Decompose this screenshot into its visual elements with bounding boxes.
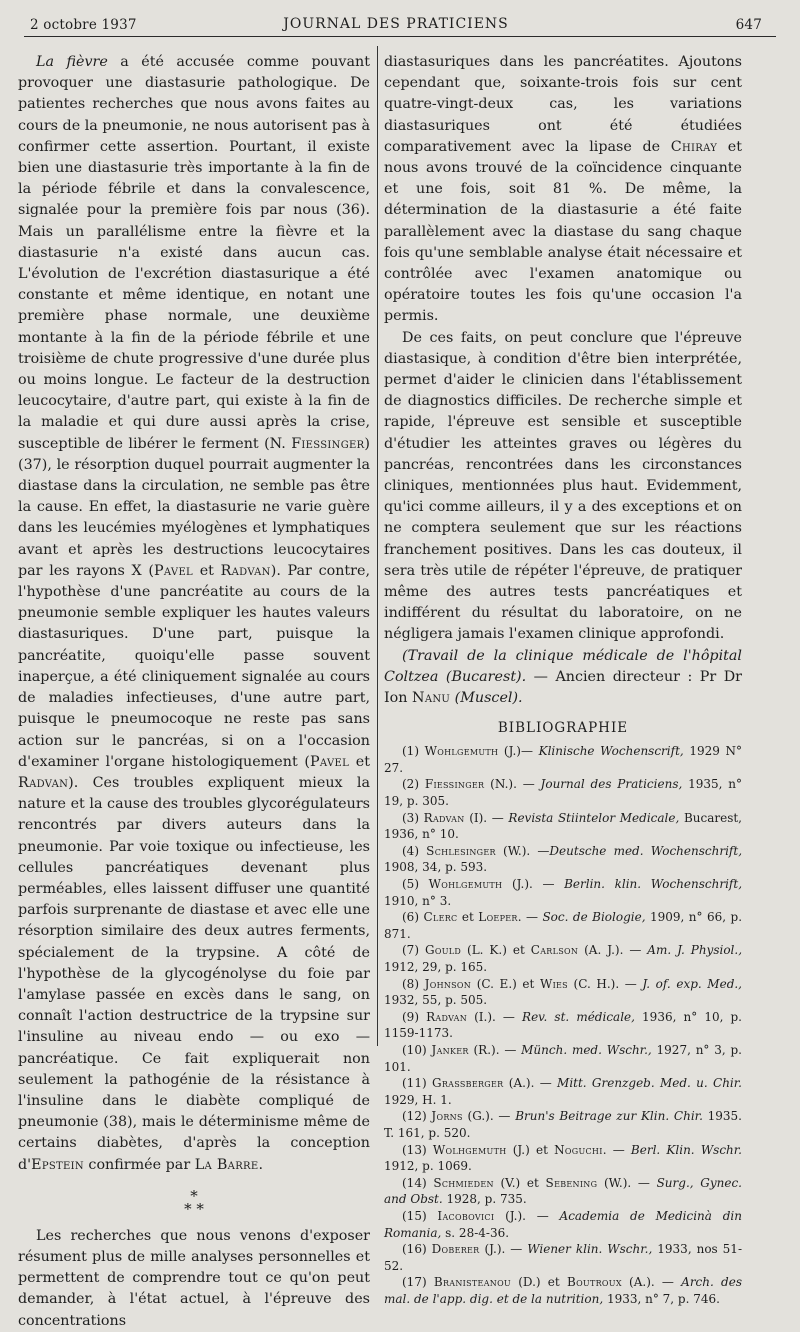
text-run: Schlesinger xyxy=(426,843,496,858)
text-run: ). Ces troubles expliquent mieux la nature et la cause des troubles glycorégulateurs rencontrés par divers auteurs dans la pneumonie. Par voie toxique ou infectieuse, les cellules pancréatiques devenant plus perméables, elles laissent diffuser une quantité parfois surprenante de diastase et avec elle une résorption similaire des deux autres ferments, spécialement de la trypsine. A côté de l'hypothèse de la glycogénolyse du foie par l'amylase passée en excès dans le sang, on connaît l'action destructrice de la trypsine sur l'insuline au niveau endo — ou exo — pancréatique. Ce fait expliquerait non seulement la pathogénie de la résistance à l'insuline dans le diabète compliqué de pneumonie (38), mais le déterminisme même de certains diabètes, d'après la conception d' xyxy=(18,774,370,1173)
text-run: Wolhgemuth xyxy=(432,1142,507,1157)
text-run: (A.). — xyxy=(621,1275,682,1290)
fever-paragraph xyxy=(18,52,370,1176)
text-run: (V.) et xyxy=(493,1175,546,1190)
text-run: et xyxy=(349,753,370,770)
text-run: (A.). — xyxy=(503,1076,558,1091)
text-run: Wiener klin. Wschr., xyxy=(527,1242,653,1257)
text-run: ). Par contre, l'hypothèse d'une pancréatite au cours de la pneumonie semble expliquer les hautes valeurs diastasuriques. D'une part, puisque la pancréatite, quoiqu'elle passe souvent inaperçue, a été cliniquement signalée au cours de maladies infectieuses, d'une autre part, puisque le pneumocoque ne reste pas sans action sur le pancréas, si on a l'occasion d'examiner l'organe histologiquement ( xyxy=(18,562,370,770)
text-run: Am. J. Physiol., xyxy=(647,943,743,958)
text-run: Schmieden xyxy=(433,1175,494,1190)
text-run: Arch. des mal. de l'app. dig. et de la nutrition, xyxy=(384,1275,742,1306)
text-run: (15) xyxy=(402,1208,438,1223)
text-run: (5) xyxy=(402,877,429,892)
text-run: 1933, nos 51-52. xyxy=(384,1242,742,1273)
conclusion-paragraph: De ces faits, on peut conclure que l'épreuve diastasique, à condition d'être bien interprétée, permet d'aider le clinicien dans l'établissement de diagnostics difficiles. De recherche simple et rapide, l'épreuve est sensible et susceptible d'étudier les atteintes graves ou légères du pancréas, rencontrées dans les circonstances cliniques, mentionnées plus haut. Evidemment, qu'ici comme ailleurs, il y a des exceptions et on ne comptera seulement que sur les réactions franchement positives. Dans les cas douteux, il sera très utile de répéter l'épreuve, de pratiquer même des autres tests pancréatiques et indifférent du résultat du laboratoire, on ne négligera jamais l'examen clinique approfondi. xyxy=(384,329,742,643)
text-run: 1927, n° 3, p. 101. xyxy=(384,1042,742,1074)
text-run: confirmée par xyxy=(83,1156,195,1173)
bibliography-entry xyxy=(384,1241,742,1274)
bibliography-list xyxy=(384,743,742,1307)
text-run: (Travail de la clinique médicale de l'hôpital Coltzea (Bucarest). xyxy=(384,647,742,685)
running-header xyxy=(30,14,762,36)
text-run: 1932, 55, p. 505. xyxy=(384,993,488,1008)
text-run: 1909, n° 66, p. 871. xyxy=(384,910,743,941)
text-run: Sebening xyxy=(545,1175,598,1190)
page-number: 647 xyxy=(735,17,762,33)
text-run: Doberer xyxy=(431,1242,480,1257)
text-run: Jorns xyxy=(431,1109,463,1124)
text-run: (17) xyxy=(402,1275,434,1290)
bibliography-entry xyxy=(384,942,742,975)
text-run: et nous avons trouvé de la coïncidence cinquante et une fois, soit 81 %. De même, la détermination de la diastasurie a été faite parallèlement avec la diastase du sang chaque fois qu'une semblable analyse était nécessaire et contrôlée avec l'examen anatomique ou opératoire toutes les fois qu'une occasion l'a permis. xyxy=(384,138,742,325)
text-run: (11) xyxy=(402,1076,432,1091)
issue-date: 2 octobre 1937 xyxy=(30,17,137,33)
text-run: Gould xyxy=(424,943,462,958)
left-column xyxy=(18,52,370,1332)
right-column xyxy=(384,52,742,1307)
text-run: (J.)— xyxy=(498,744,539,759)
text-run: . — xyxy=(602,1142,631,1157)
text-run: (9) xyxy=(402,1009,427,1024)
text-run: Brun's Beitrage zur Klin. Chir. xyxy=(515,1109,703,1124)
text-run: Surg., Gynec. and Obst. xyxy=(384,1175,742,1207)
text-run: 1908, 34, p. 593. xyxy=(384,860,488,875)
bibliography-entry xyxy=(384,876,742,909)
text-run: (D.) et xyxy=(510,1275,567,1290)
text-run: Janker xyxy=(431,1042,469,1057)
text-run: J. of. exp. Med., xyxy=(642,976,742,991)
text-run: (1) xyxy=(402,744,425,759)
text-run: (3) xyxy=(402,810,424,825)
text-run: (A. J.). — xyxy=(578,943,648,958)
text-run: (4) xyxy=(402,843,427,858)
text-run: (J.). — xyxy=(494,1208,560,1223)
text-run: Soc. de Biologie, xyxy=(542,910,646,925)
text-run: 1935, n° 19, p. 305. xyxy=(384,777,742,809)
text-run: (I.). — xyxy=(467,1009,523,1024)
text-run: Clerc xyxy=(423,910,458,925)
text-run: diastasuriques dans les pancréatites. Ajoutons cependant que, soixante-trois fois sur cent quatre-vingt-deux cas, les variations diastasuriques ont été étudiées comparativement avec la lipase de xyxy=(384,54,742,155)
text-run: Pavel xyxy=(310,753,350,770)
text-run: Radvan xyxy=(18,774,69,791)
text-run: Johnson xyxy=(424,976,472,991)
text-run: (J.) et xyxy=(506,1142,555,1157)
text-run: (N.). — xyxy=(484,777,541,792)
text-run: 1929, H. 1. xyxy=(384,1092,452,1107)
text-run: Wohlgemuth xyxy=(424,744,499,759)
text-run: La Barre xyxy=(194,1156,259,1173)
text-run: (16) xyxy=(402,1242,432,1257)
text-run: . xyxy=(258,1156,264,1173)
text-run: (I). — xyxy=(464,810,509,825)
text-run: Berl. Klin. Wschr. xyxy=(630,1142,742,1157)
text-run: (8) xyxy=(402,976,425,991)
asterism-bottom: * * xyxy=(184,1199,204,1218)
text-run: Chiray xyxy=(670,138,718,155)
text-run: Iacobovici xyxy=(437,1208,495,1223)
bibliography-entry xyxy=(384,843,742,876)
text-run: (12) xyxy=(402,1109,432,1124)
text-run: (G.). — xyxy=(462,1109,516,1124)
text-run: (6) xyxy=(402,910,424,925)
text-run: Nanu xyxy=(412,690,451,707)
text-run: Bucarest, 1936, n° 10. xyxy=(384,810,742,842)
text-run: Noguchi xyxy=(554,1142,603,1157)
text-run: (10) xyxy=(402,1042,432,1057)
text-run: (C. E.) et xyxy=(471,976,540,991)
text-run: Münch. med. Wschr., xyxy=(521,1042,652,1057)
text-run: Grassberger xyxy=(431,1076,504,1091)
text-run: Branisteanou xyxy=(433,1275,511,1290)
text-run: (W.). — xyxy=(495,843,550,858)
text-run: Klinische Wochenscrift, xyxy=(538,744,684,759)
text-run: Academia de Medicinà din Romania, xyxy=(384,1208,742,1240)
text-run: Carlson xyxy=(530,943,579,958)
text-run: Loeper xyxy=(478,910,518,925)
text-run: Radvan xyxy=(220,562,271,579)
text-run: (2) xyxy=(402,777,425,792)
bibliography-entry xyxy=(384,1274,742,1307)
text-run: Deutsche med. Wochenschrift, xyxy=(549,843,743,858)
text-run: et xyxy=(457,910,479,925)
text-run: et xyxy=(193,562,221,579)
text-run: La fièvre xyxy=(36,54,108,70)
text-run: Journal des Praticiens, xyxy=(540,777,683,792)
summary-paragraph: Les recherches que nous venons d'exposer résument plus de mille analyses personnelles et permettent de comprendre tout ce qu'on peut demander, à l'état actuel, à l'épreuve des concentrations xyxy=(18,1227,370,1329)
text-run: Fiessinger xyxy=(291,435,365,452)
text-run: 1936, n° 10, p. 1159-1173. xyxy=(384,1009,742,1041)
text-run: Boutroux xyxy=(566,1275,622,1290)
text-run: a été accusée comme pouvant provoquer une diastasurie pathologique. De patientes recherches que nous avons faites au cours de la pneumonie, ne nous autorisent pas à confirmer cette assertion. Pourtant, il existe bien une diastasurie très importante à la fin de la période fébrile et dans la convalescence, signalée pour la première fois par nous (36). Mais un parallélisme entre la fièvre et la diastasurie n'a existé dans aucun cas. L'évolution de l'excrétion diastasurique a été constante et même identique, en notant une première phase normale, une deuxième montante à la fin de la période fébrile et une troisième de chute progressive d'une durée plus ou moins longue. Le facteur de la destruction leucocytaire, d'autre part, qui existe à la fin de la maladie et qui dure aussi après la crise, susceptible de libérer le ferment (N. xyxy=(18,54,370,452)
text-run: (C. H.). — xyxy=(567,976,643,991)
text-run: Wohlgemuth xyxy=(428,877,503,892)
text-run: 1912, 29, p. 165. xyxy=(384,960,488,975)
text-run: 1912, p. 1069. xyxy=(384,1159,472,1174)
journal-title: JOURNAL DES PRATICIENS xyxy=(283,16,509,32)
text-run: Mitt. Grenzgeb. Med. u. Chir. xyxy=(557,1076,742,1091)
author-credit xyxy=(384,646,742,710)
bibliography-entry xyxy=(384,1042,742,1075)
text-run: — Ancien directeur : Pr Dr Ion xyxy=(384,668,742,707)
bibliography-entry xyxy=(384,1175,742,1208)
text-run: 1929 N° 27. xyxy=(384,744,743,775)
bibliography-entry xyxy=(384,810,742,843)
text-run: (13) xyxy=(402,1142,433,1157)
text-run: (J.). — xyxy=(479,1242,528,1257)
text-run: Fiessinger xyxy=(424,777,485,792)
text-run: 1910, n° 3. xyxy=(384,893,452,908)
bibliography-entry xyxy=(384,1009,742,1042)
bibliography-entry xyxy=(384,1108,742,1141)
text-run: Revista Stiintelor Medicale, xyxy=(508,810,680,825)
text-run: . — xyxy=(517,910,543,925)
text-run: Rev. st. médicale, xyxy=(522,1009,635,1024)
bibliography-entry xyxy=(384,743,742,776)
text-run: Wies xyxy=(539,976,568,991)
bibliography-entry xyxy=(384,776,742,809)
text-run: 1935. T. 161, p. 520. xyxy=(384,1109,742,1140)
asterism-top: * xyxy=(190,1186,198,1205)
header-rule xyxy=(24,36,776,37)
text-run: (R.). — xyxy=(468,1042,522,1057)
bibliography-heading: BIBLIOGRAPHIE xyxy=(497,720,629,737)
text-run: (14) xyxy=(402,1175,434,1190)
column-divider xyxy=(377,46,378,1046)
section-asterism xyxy=(18,1186,370,1218)
text-run: ) (37), le résorption duquel pourrait augmenter la diastase dans la circulation, ne semble pas être la cause. En effet, la diastasurie ne varie guère dans les leucémies myélogènes et lymphatiques avant et après les destructions leucocytaires par les rayons X ( xyxy=(18,435,370,579)
text-run: 1928, p. 735. xyxy=(442,1192,527,1207)
bibliography-entry xyxy=(384,1075,742,1108)
text-run: s. 28-4-36. xyxy=(441,1225,510,1240)
text-run: 1933, n° 7, p. 746. xyxy=(603,1291,720,1306)
text-run: Pavel xyxy=(153,562,193,579)
text-run: (W.). — xyxy=(597,1175,657,1190)
bibliography-entry xyxy=(384,1208,742,1241)
text-run: Radvan xyxy=(423,810,465,825)
bibliography-entry xyxy=(384,976,742,1009)
text-run: Radvan xyxy=(426,1009,467,1024)
text-run: (L. K.) et xyxy=(461,943,531,958)
text-run: (7) xyxy=(402,943,425,958)
text-run: Berlin. klin. Wochenschrift, xyxy=(564,877,743,892)
text-run: (Muscel). xyxy=(454,690,523,707)
continuation-paragraph xyxy=(384,52,742,328)
bibliography-entry xyxy=(384,1142,742,1175)
text-run: Epstein xyxy=(31,1156,84,1173)
text-run: (J.). — xyxy=(502,877,565,892)
bibliography-entry xyxy=(384,909,742,942)
